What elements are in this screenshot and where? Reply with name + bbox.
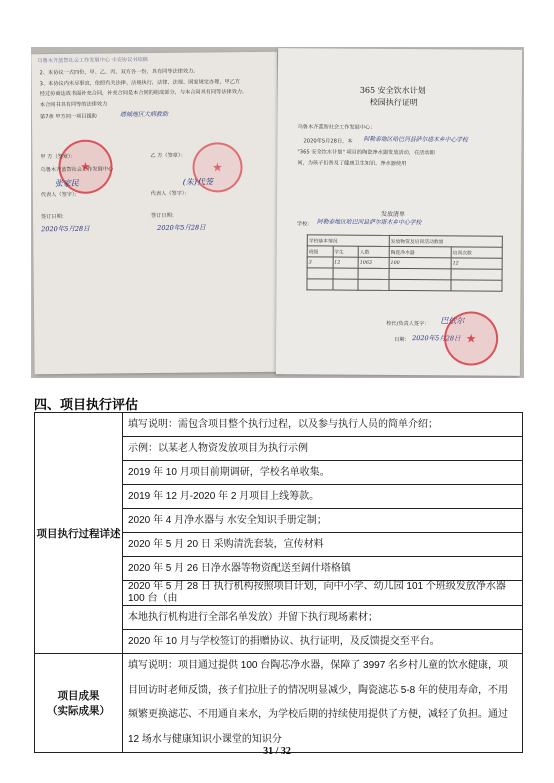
outcome-label bbox=[35, 654, 123, 753]
process-line: 2020 年 5 月 26 日净水器等物资配送至阔什塔格镇 bbox=[123, 557, 523, 581]
certificate-date: 2020年5月28日 bbox=[412, 334, 461, 343]
page-number: 31 / 32 bbox=[263, 746, 291, 757]
date-b-value: 2020年5月28日 bbox=[157, 223, 206, 232]
process-line: 2020 年 5 月 20 日 采购清洗套装，宣传材料 bbox=[123, 533, 523, 557]
outcome-label-sub: （实际成果） bbox=[47, 705, 110, 717]
party-a-label: 甲 方（签章）： bbox=[40, 153, 76, 161]
table-cell: 1063 bbox=[358, 257, 389, 268]
school-seal bbox=[444, 311, 498, 365]
evaluation-table bbox=[34, 412, 523, 753]
table-subhead: 培训次数 bbox=[451, 247, 502, 258]
handwritten-school: 阿勒泰地区哈巴河县萨尔塔木乡中心学校 bbox=[363, 136, 468, 144]
certificate-addressee: 乌鲁木齐蓝智社会工作发展中心： bbox=[297, 124, 376, 131]
process-line: 2020 年 5 月 28 日 执行机构按照项目计划，向中小学、幼儿园 101 个班级发放净水器 100 台（由 bbox=[123, 581, 523, 606]
handwritten-school-name: 阿勒泰地区哈巴河县萨尔塔木乡中心学校 bbox=[316, 219, 422, 227]
agreement-clause-7: 第7条 甲方同一项目援助 bbox=[39, 113, 97, 121]
process-line: 示例：以某老人物资发放项目为执行示例 bbox=[123, 437, 523, 461]
process-line: 2019 年 10 月项目前期调研，学校名单收集。 bbox=[123, 461, 523, 485]
table-cell: 12 bbox=[333, 257, 359, 268]
agreement-clause: 经过协商达成书面补充合同，补充合同是本合同的组成部分，与本合同具有同等法律效力。 bbox=[39, 89, 248, 98]
school-label: 学校： bbox=[296, 221, 313, 228]
agreement-clause: 2、本协议一式四份，甲、乙、丙、双方各一份，具有同等法律效力。 bbox=[39, 68, 199, 77]
table-row bbox=[35, 413, 523, 437]
table-cell: 12 bbox=[451, 258, 502, 269]
handwritten-project-name: 塔城地区大病救助 bbox=[119, 110, 169, 119]
certificate-subtitle: 校园执行证明 bbox=[369, 97, 418, 108]
outcome-text: 填写说明：项目通过提供 100 台陶芯净水器，保障了 3997 名乡村儿童的饮水健康，项目回访时老师反馈，孩子们拉肚子的情况明显减少，陶瓷滤芯 5-8 年的使用寿命，不用频繁更换滤芯、不用通自来水，为学校后期的持续使用提供了方便，减轻了负担。通过 12 场水与健康知识小课堂的知识分 bbox=[123, 654, 523, 753]
party-a-org: 乌鲁木齐蓝智社会工作发展中心 bbox=[40, 166, 114, 174]
date-a-label: 签订日期： bbox=[41, 213, 68, 221]
table-head: 发放物资及培训活动数量 bbox=[389, 235, 502, 247]
rep-b-signature: (朱)代签 bbox=[182, 177, 213, 187]
agreement-clause: 本合同书具有同等的法律效力 bbox=[39, 101, 108, 109]
date-b-label: 签订日期： bbox=[151, 212, 178, 220]
agreement-clause: 3、本协议内未尽事宜，依照有关法律、法规执行，法律、法规、国家规定办理，甲乙方 bbox=[39, 79, 241, 88]
certificate-body: 间，为孩子们普及了健康卫生知识、净水器使用 bbox=[297, 160, 407, 168]
date-a-value: 2020年5月28日 bbox=[41, 224, 90, 234]
principal-signature: 巴依尔 bbox=[440, 316, 465, 326]
distribution-table bbox=[306, 234, 502, 291]
process-line: 2019 年 12 月-2020 年 2 月项目上线筹款。 bbox=[123, 485, 523, 509]
section-title: 四、项目执行评估 bbox=[34, 397, 139, 412]
process-label: 项目执行过程详述 bbox=[35, 413, 123, 654]
process-line: 2020 年 4 月净水器与 水安全知识手册定制； bbox=[123, 509, 523, 533]
principal-label: 校长/负责人签字： bbox=[386, 320, 430, 328]
certificate-body: "365 安全饮水计划" 项目的陶瓷净水器发放活动，在活动期 bbox=[297, 149, 435, 157]
table-cell: 100 bbox=[389, 257, 451, 268]
certificate-title: 365 安全饮水计划 bbox=[359, 85, 426, 96]
certificate-body: 2020年5月28日，本 bbox=[303, 138, 353, 145]
table-cell: 3 bbox=[307, 257, 333, 268]
process-line: 2020 年 10 月与学校签订的捐赠协议、执行证明，及反馈提交至平台。 bbox=[123, 630, 523, 654]
agreement-header: 乌鲁木齐蓝智社会工作发展中心 丰安协议书续稿 bbox=[37, 57, 149, 65]
scanned-documents-photo bbox=[31, 47, 524, 378]
table-subhead: 班级 bbox=[307, 246, 333, 257]
process-line: 填写说明：需包含项目整个执行过程，以及参与执行人员的简单介绍； bbox=[123, 413, 523, 437]
rep-a-signature: 张家民 bbox=[54, 178, 79, 189]
distribution-list-title: 发放清单 bbox=[380, 210, 406, 219]
table-subhead: 陶瓷净水器 bbox=[389, 246, 451, 257]
execution-certificate-sheet bbox=[276, 48, 522, 376]
rep-b-label: 代表人（签字）： bbox=[150, 190, 190, 198]
party-b-label: 乙 方（签章）： bbox=[150, 152, 186, 160]
table-subhead: 人数 bbox=[358, 246, 389, 257]
process-line: 本地执行机构进行全部名单发放）并留下执行现场素材； bbox=[123, 606, 523, 630]
table-head: 学校基本情况 bbox=[307, 235, 389, 247]
table-subhead: 学生 bbox=[333, 246, 359, 257]
certificate-date-label: 日期： bbox=[394, 336, 410, 344]
table-row bbox=[35, 654, 523, 753]
agreement-sheet bbox=[31, 52, 280, 375]
rep-a-label: 代表人（签字）： bbox=[40, 191, 80, 199]
outcome-label-main: 项目成果 bbox=[57, 690, 100, 702]
